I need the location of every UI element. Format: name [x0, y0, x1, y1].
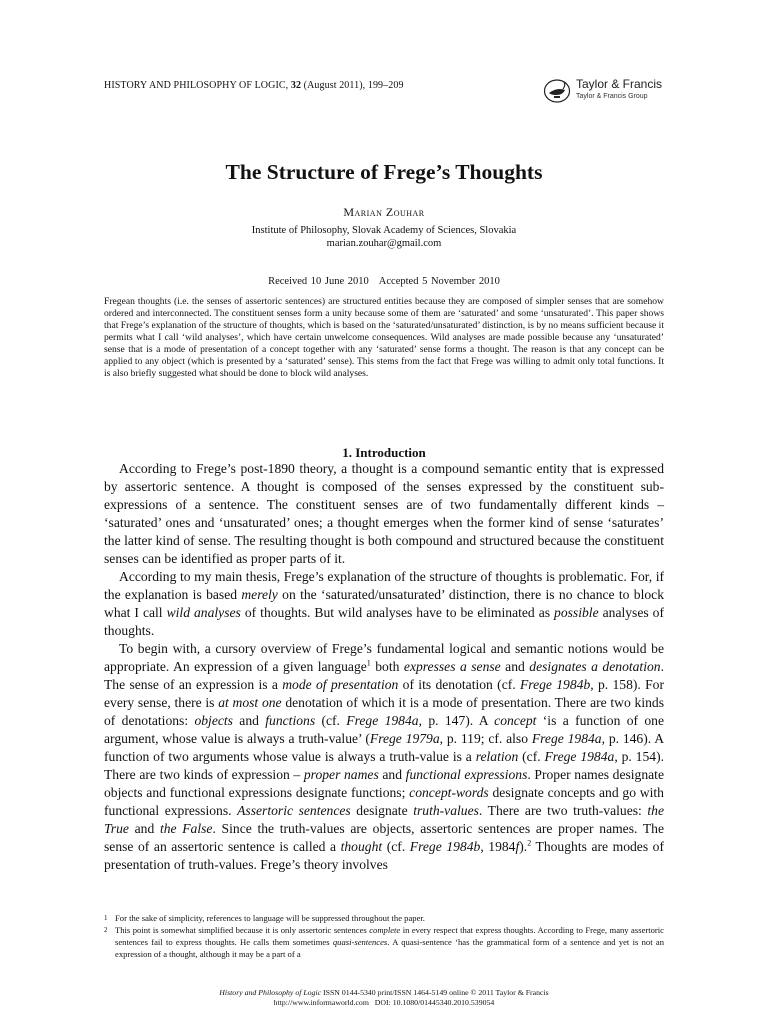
affiliation: Institute of Philosophy, Slovak Academy of Sciences, Slovakia	[251, 225, 517, 236]
footnote-mark: 1	[104, 914, 108, 922]
publisher-logo[interactable]	[543, 74, 683, 108]
footnote-ref-2[interactable]: 2	[527, 838, 532, 848]
lamp-icon	[543, 76, 571, 104]
body-text	[104, 460, 664, 874]
footnote-2: 2 This point is somewhat simplified because it is only assertoric sentences complete in every respect that express thoughts. According to Frege, many assertoric sentences fail to express thoughts. He calls them sometimes quasi-sentences. A quasi-sentence ‘has the grammatical form of a sentence and yet is not an expression of a thought, although it may be a part of a	[104, 925, 664, 959]
history-dates	[0, 276, 768, 287]
section-heading: 1. Introduction	[342, 445, 426, 460]
footer-issn: ISSN 0144-5340 print/ISSN 1464-5149 online © 2011 Taylor & Francis	[321, 988, 549, 997]
page-footer	[0, 988, 768, 1008]
paragraph-2: According to my main thesis, Frege’s explanation of the structure of thoughts is problematic. For, if the explanation is based merely on the ‘saturated/unsaturated’ distinction, there is no chance to block what I call wild analyses of thoughts. But wild analyses have to be eliminated as possible analyses of thoughts.	[104, 569, 664, 638]
paragraph-3: To begin with, a cursory overview of Frege’s fundamental logical and semantic notions would be appropriate. An expression of a given language$^1$ both expresses a sense and designates a denotation. The sense of an expression is a mode of presentation of its denotation (cf. Frege 1984b, p. 158). For every sense, there is at most one denotation of which it is a mode of presentation. There are two kinds of denotations: objects and functions (cf. Frege 1984a, p. 147). A concept ‘is a function of one argument, whose value is always a truth-value’ (Frege 1979a, p. 119; cf. also Frege 1984a, p. 146). A function of two arguments whose value is always a truth-value is a relation (cf. Frege 1984a, p. 154). There are two kinds of expression – proper names and functional expressions. Proper names designate objects and functional expressions designate functions; concept-words designate concepts and go with functional expressions. Assertoric sentences designate truth-values. There are two truth-values: the True and the False. Since the truth-values are objects, assertoric sentences are proper names. The sense of an assertoric sentence is called a thought (cf. Frege 1984b, 1984f).$^2$ Thoughts are modes of presentation of truth-values. Frege’s theory involves	[104, 641, 665, 872]
publisher-group: Taylor & Francis Group	[576, 93, 648, 100]
footer-links	[0, 998, 768, 1008]
article-title: The Structure of Frege’s Thoughts	[225, 160, 543, 184]
footer-url[interactable]: http://www.informaworld.com	[273, 998, 369, 1007]
journal-name: HISTORY AND PHILOSOPHY OF LOGIC,	[104, 80, 289, 91]
issue-pages: (August 2011), 199–209	[303, 80, 404, 91]
running-head	[104, 80, 404, 91]
publisher-name: Taylor & Francis	[576, 77, 663, 91]
footer-doi[interactable]: DOI: 10.1080/01445340.2010.539054	[374, 998, 495, 1007]
author-name: Marian Zouhar	[343, 205, 425, 219]
copyright-line	[0, 988, 768, 998]
received-date: Received 10 June 2010	[268, 276, 369, 287]
volume-number: 32	[290, 80, 302, 91]
author-email[interactable]: marian.zouhar@gmail.com	[326, 238, 442, 249]
footnote-mark: 2	[104, 926, 108, 934]
footnotes	[104, 912, 664, 960]
abstract: Fregean thoughts (i.e. the senses of assertoric sentences) are structured entities because they are composed of simpler senses that are somehow ordered and interconnected. The constituent senses form a unity because some of them are ‘saturated’ and some ‘unsaturated’. This paper shows that Frege’s explanation of the structure of thoughts, which is based on the ‘saturated/unsaturated’ distinction, is by no means sufficient because it permits what I call ‘wild analyses’, which have certain unwelcome consequences. Wild analyses are made possible because any ‘unsaturated’ sense that is a mode of presentation of a concept together with any ‘saturated’ sense forms a thought. The reason is that any concept can be applied to any object (which is presented by a ‘saturated’ sense). This stems from the fact that Frege was willing to admit only total functions. It is also briefly suggested what should be done to block wild analyses.	[104, 296, 664, 379]
affiliation-block	[0, 224, 768, 250]
footer-journal: History and Philosophy of Logic	[219, 988, 322, 997]
paragraph-1: According to Frege’s post-1890 theory, a thought is a compound semantic entity that is expressed by assertoric sentence. A thought is composed of the senses expressed by the constituent sub-expressions of a sentence. The constituent senses are of two fundamentally different kinds – ‘saturated’ ones and ‘unsaturated’ ones; a thought emerges when the former kind of sense ‘saturates’ the latter kind of sense. The resulting thought is both compound and structured because the constituent senses can be identified as proper parts of it.	[104, 461, 664, 566]
accepted-date: Accepted 5 November 2010	[378, 276, 500, 287]
footnote-ref-1[interactable]: 1	[366, 658, 371, 668]
footnote-1: 1 For the sake of simplicity, references to language will be suppressed throughout the paper.	[104, 913, 425, 923]
